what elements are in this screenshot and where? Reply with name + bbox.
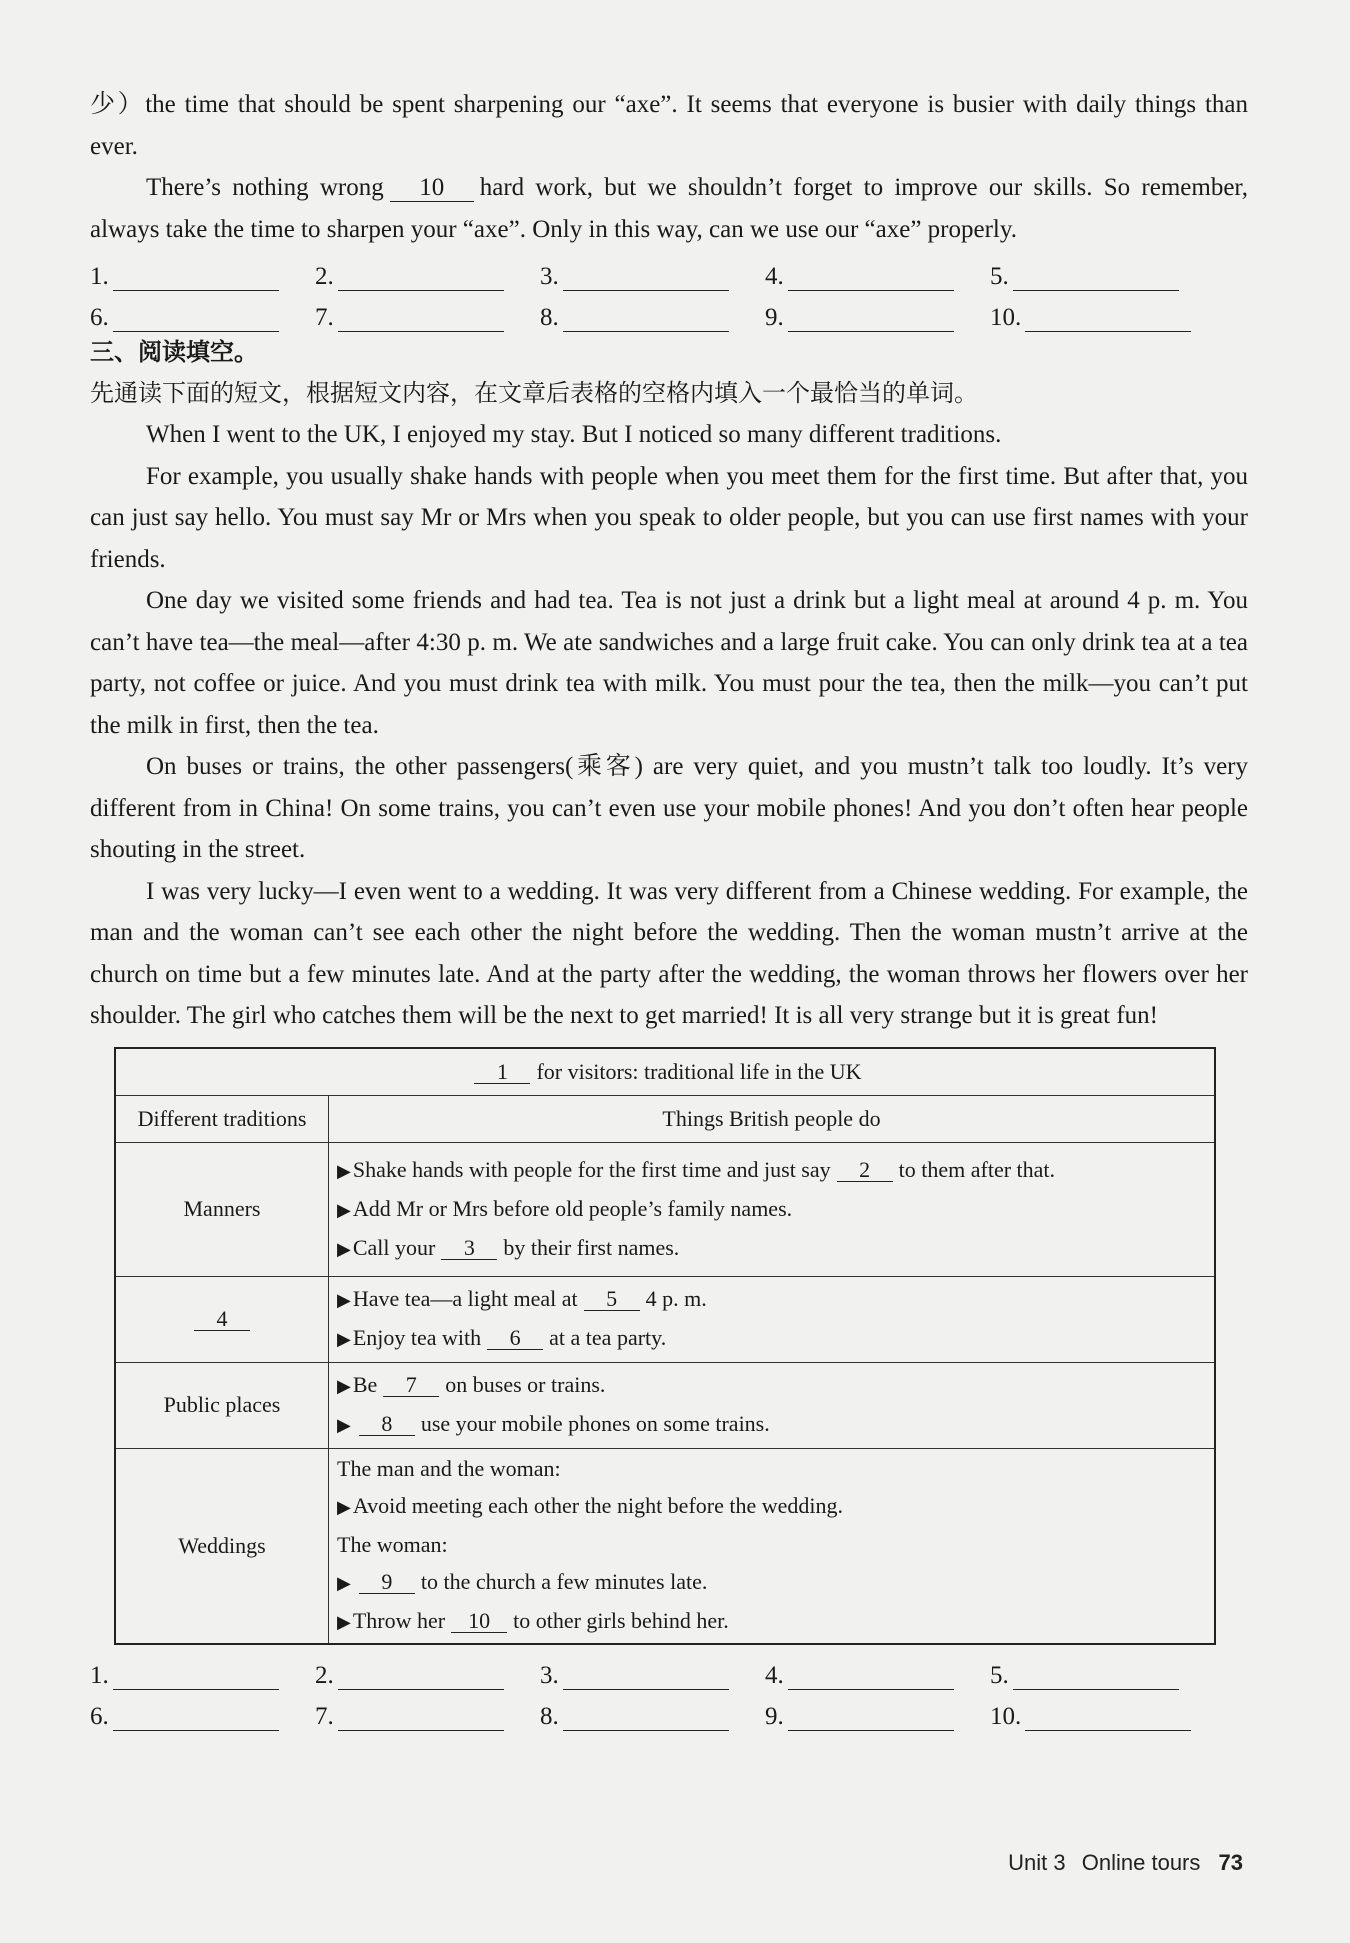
answer-line[interactable]	[338, 1708, 504, 1731]
row-label: Public places	[115, 1362, 329, 1448]
answer-number: 5.	[990, 263, 1009, 290]
arrow-icon: ▶	[337, 1329, 351, 1349]
table-blank-5[interactable]: 5	[584, 1288, 640, 1311]
row-label: Manners	[115, 1142, 329, 1276]
column-header: Different traditions	[115, 1095, 329, 1142]
arrow-icon: ▶	[337, 1199, 351, 1220]
unit-title: Online tours	[1081, 1850, 1201, 1875]
answer-number: 7.	[315, 304, 334, 331]
reading-paragraph: For example, you usually shake hands with people when you meet them for the first time. But after that, you can just say hello. You must say Mr or Mrs when you speak to older people, but you can use first names with your friends.	[90, 462, 1248, 573]
table-blank-6[interactable]: 6	[487, 1327, 543, 1350]
arrow-icon: ▶	[337, 1376, 351, 1396]
answer-line[interactable]	[338, 309, 504, 332]
answer-number: 1.	[90, 263, 109, 290]
passage-text: hard work, but we shouldn’t forget to improve our skills. So remember, always take the time to sharpen your “axe”. Only in this way, can we use our “axe” properly.	[90, 174, 1249, 243]
answer-row-3	[90, 1649, 1240, 1690]
answer-line[interactable]	[563, 1708, 729, 1731]
arrow-icon: ▶	[337, 1160, 351, 1181]
table-header-row	[115, 1095, 1215, 1142]
answer-number: 9.	[765, 304, 784, 331]
arrow-icon: ▶	[337, 1497, 351, 1518]
reading-paragraph: I was very lucky—I even went to a wedding. It was very different from a Chinese wedding. For example, the man and the woman can’t see each other the night before the wedding. Then the woman mustn’t arrive at the church on time but a few minutes late. And at the party after the wedding, the woman throws her flowers over her shoulder. The girl who catches them will be the next to get married! It is all very strange but it is great fun!	[90, 877, 1248, 1029]
answer-number: 7.	[315, 1703, 334, 1730]
section-instruction: 先通读下面的短文，根据短文内容，在文章后表格的空格内填入一个最恰当的单词。	[90, 379, 978, 407]
answer-line[interactable]	[113, 1708, 279, 1731]
table-blank-4[interactable]: 4	[194, 1308, 250, 1331]
table-row: Weddings The man and the woman: ▶Avoid meeting each other the night before the wedding. The woman: ▶ 9 to the church a few minutes late. ▶Throw her 10 to other girls behind her.	[115, 1448, 1215, 1644]
arrow-icon: ▶	[337, 1290, 351, 1310]
answer-number: 10.	[990, 1703, 1022, 1730]
answer-line[interactable]	[113, 268, 279, 291]
answer-number: 4.	[765, 1662, 784, 1689]
answer-line[interactable]	[338, 268, 504, 291]
answer-line[interactable]	[1013, 268, 1179, 291]
answer-line[interactable]	[788, 1667, 954, 1690]
reading-paragraph: One day we visited some friends and had tea. Tea is not just a drink but a light meal at around 4 p. m. You can’t have tea—the meal—after 4:30 p. m. We ate sandwiches and a large fruit cake. You can only drink tea at a tea party, not coffee or juice. And you must drink tea with milk. You must pour the tea, then the milk—you can’t put the milk in first, then the tea.	[90, 587, 1248, 739]
answer-line[interactable]	[788, 268, 954, 291]
answer-number: 5.	[990, 1662, 1009, 1689]
table-row: 4 ▶Have tea—a light meal at 5 4 p. m. ▶Enjoy tea with 6 at a tea party.	[115, 1276, 1215, 1362]
answer-row-4	[90, 1690, 1240, 1731]
table-blank-10[interactable]: 10	[451, 1610, 507, 1633]
section-title: 三、阅读填空。	[90, 338, 258, 366]
answer-number: 8.	[540, 304, 559, 331]
answer-number: 2.	[315, 263, 334, 290]
answer-number: 1.	[90, 1662, 109, 1689]
table-row: Public places ▶Be 7 on buses or trains. ▶ 8 use your mobile phones on some trains.	[115, 1362, 1215, 1448]
blank-10[interactable]: 10	[390, 175, 474, 202]
answer-line[interactable]	[1025, 1708, 1191, 1731]
answer-line[interactable]	[788, 309, 954, 332]
answer-line[interactable]	[788, 1708, 954, 1731]
answer-line[interactable]	[338, 1667, 504, 1690]
arrow-icon: ▶	[337, 1415, 351, 1435]
traditions-table	[114, 1047, 1216, 1646]
page-footer	[1008, 1850, 1243, 1876]
answer-line[interactable]	[1013, 1667, 1179, 1690]
answer-number: 3.	[540, 1662, 559, 1689]
answer-line[interactable]	[113, 309, 279, 332]
answer-line[interactable]	[1025, 309, 1191, 332]
table-row: Manners ▶Shake hands with people for the first time and just say 2 to them after that. ▶Add Mr or Mrs before old people’s family names. ▶Call your 3 by their first names.	[115, 1142, 1215, 1276]
table-blank-3[interactable]: 3	[441, 1237, 497, 1260]
arrow-icon: ▶	[337, 1573, 351, 1594]
answer-number: 6.	[90, 1703, 109, 1730]
arrow-icon: ▶	[337, 1612, 351, 1633]
table-title: for visitors: traditional life in the UK	[536, 1058, 862, 1084]
passage-paragraph	[90, 167, 1248, 250]
answer-number: 6.	[90, 304, 109, 331]
reading-paragraph: When I went to the UK, I enjoyed my stay. But I noticed so many different traditions.	[146, 421, 1002, 448]
unit-label: Unit 3	[1008, 1850, 1066, 1875]
column-header: Things British people do	[329, 1095, 1216, 1142]
table-blank-8[interactable]: 8	[359, 1413, 415, 1436]
answer-number: 10.	[990, 304, 1022, 331]
answer-number: 2.	[315, 1662, 334, 1689]
answer-line[interactable]	[113, 1667, 279, 1690]
answer-line[interactable]	[563, 1667, 729, 1690]
table-blank-9[interactable]: 9	[359, 1571, 415, 1594]
table-blank-1[interactable]: 1	[474, 1061, 530, 1084]
row-label: Weddings	[115, 1448, 329, 1644]
passage-text: There’s nothing wrong	[146, 174, 384, 201]
arrow-icon: ▶	[337, 1238, 351, 1259]
answer-line[interactable]	[563, 309, 729, 332]
answer-line[interactable]	[563, 268, 729, 291]
table-blank-7[interactable]: 7	[383, 1374, 439, 1397]
answer-row-2	[90, 291, 1240, 332]
table-blank-2[interactable]: 2	[837, 1159, 893, 1182]
passage-paragraph: 少）the time that should be spent sharpening our “axe”. It seems that everyone is busier with daily things than ever.	[90, 91, 1248, 160]
table-title-row	[115, 1048, 1215, 1096]
reading-paragraph: On buses or trains, the other passengers(乘客) are very quiet, and you mustn’t talk too loudly. It’s very different from in China! On some trains, you can’t even use your mobile phones! And you don’t often hear people shouting in the street.	[90, 753, 1248, 863]
answer-number: 8.	[540, 1703, 559, 1730]
answer-number: 3.	[540, 263, 559, 290]
answer-number: 9.	[765, 1703, 784, 1730]
page-number: 73	[1218, 1850, 1243, 1875]
answer-row-1	[90, 250, 1240, 291]
answer-number: 4.	[765, 263, 784, 290]
